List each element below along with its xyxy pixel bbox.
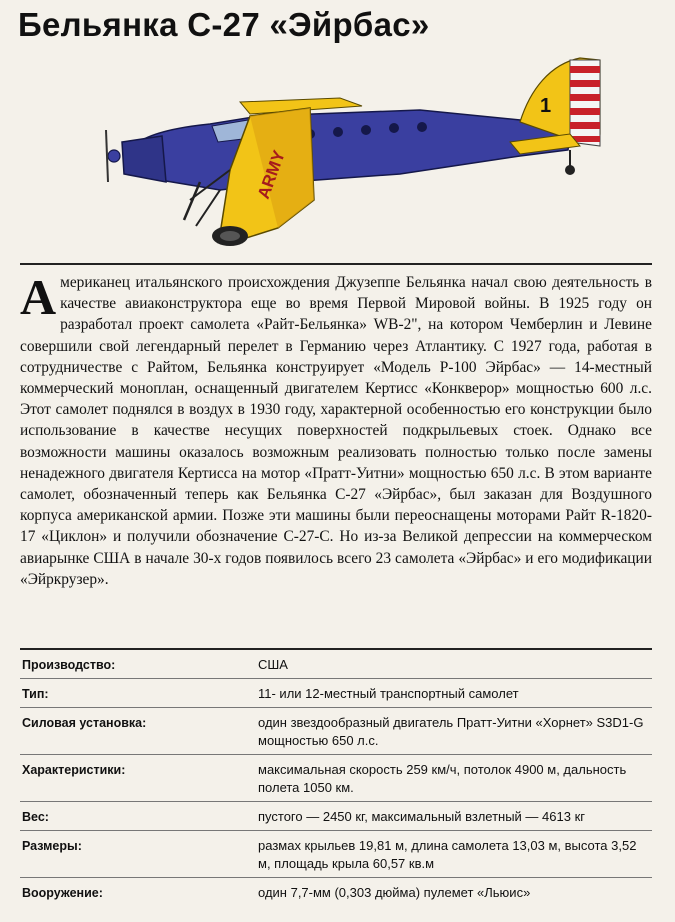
spec-value: один 7,7-мм (0,303 дюйма) пулемет «Льюис» — [258, 885, 531, 900]
article-text — [20, 269, 652, 590]
spec-label: Тип: — [22, 687, 49, 701]
spec-row-armament — [20, 877, 652, 906]
spec-label: Характеристики: — [22, 763, 126, 777]
propeller-blade — [106, 130, 108, 182]
spec-row-dimensions — [20, 830, 652, 877]
spec-row-performance — [20, 754, 652, 801]
spec-label: Производство: — [22, 658, 116, 672]
fuselage-window — [361, 125, 371, 135]
drop-cap: А — [20, 269, 57, 325]
article-body: мериканец итальянского происхождения Джузеппе Бельянка начал свою деятельность в качестве авиаконструктора еще во время Первой Мировой войны. В 1925 году он разработал проект самолета «Райт-Бельянка» WB-2", на котором Чемберлин и Левине совершили свой легендарный перелет в Германию через Атлантику. С 1927 года, работая в сотрудничестве с Райтом, Бельянка конструирует «Модель Р-100 Эйрбас» — 14-местный коммерческий моноплан, оснащенный двигателем Кертисс «Конкверор» мощностью 600 л.с. Этот самолет поднялся в воздух в 1930 году, характерной особенностью его конструкции было использование в качестве несущих поверхностей подкрыльевых стоек. Однако все возможности машины оказалось возможным реализовать полностью только после замены ненадежного двигателя Кертисса на мотор «Пратт-Уитни» мощностью 650 л.с. В этом варианте самолет, обозначенный теперь как Бельянка С-27 «Эйрбас», был заказан для Воздушного корпуса американской армии. Позже эти машины были переоснащены моторами Райт R-1820-17 «Циклон» и получили обозначение С-27-С. Но из-за Великой депрессии на коммерческом авиарынке США в начале 30-х годов появилось всего 23 самолета «Эйрбас» и его модификации «Эйркрузер». — [20, 274, 652, 588]
spec-label: Размеры: — [22, 839, 82, 853]
spec-value: 11- или 12-местный транспортный самолет — [258, 686, 519, 701]
page-title: Бельянка С-27 «Эйрбас» — [18, 6, 430, 43]
spec-row-production — [20, 648, 652, 678]
specs-table — [20, 648, 652, 906]
rudder-stripes — [570, 60, 600, 146]
tail-wheel — [565, 165, 575, 175]
spec-row-weight — [20, 801, 652, 830]
tail-number: 1 — [540, 95, 552, 117]
spec-value: пустого — 2450 кг, максимальный взлетный — 4613 кг — [258, 809, 586, 824]
spec-label: Силовая установка: — [22, 716, 147, 730]
engine-cowling — [122, 136, 166, 182]
spec-row-type — [20, 678, 652, 707]
spec-value: один звездообразный двигатель Пратт-Уитни «Хорнет» S3D1-G мощностью 650 л.с. — [258, 715, 644, 748]
aircraft-illustration — [100, 50, 610, 260]
wing-marking: ARMY — [253, 147, 289, 202]
fuselage-window — [389, 123, 399, 133]
spec-row-powerplant — [20, 707, 652, 754]
spec-value: США — [258, 657, 288, 672]
spec-value: максимальная скорость 259 км/ч, потолок 4900 м, дальность полета 1050 км. — [258, 762, 627, 795]
fuselage — [130, 110, 570, 190]
header-divider — [20, 263, 652, 265]
spec-value: размах крыльев 19,81 м, длина самолета 13,03 м, высота 3,52 м, площадь крыла 60,57 кв.м — [258, 838, 637, 871]
fuselage-window — [417, 122, 427, 132]
fuselage-window — [333, 127, 343, 137]
propeller-hub — [108, 150, 120, 162]
spec-label: Вооружение: — [22, 886, 103, 900]
spec-label: Вес: — [22, 810, 49, 824]
